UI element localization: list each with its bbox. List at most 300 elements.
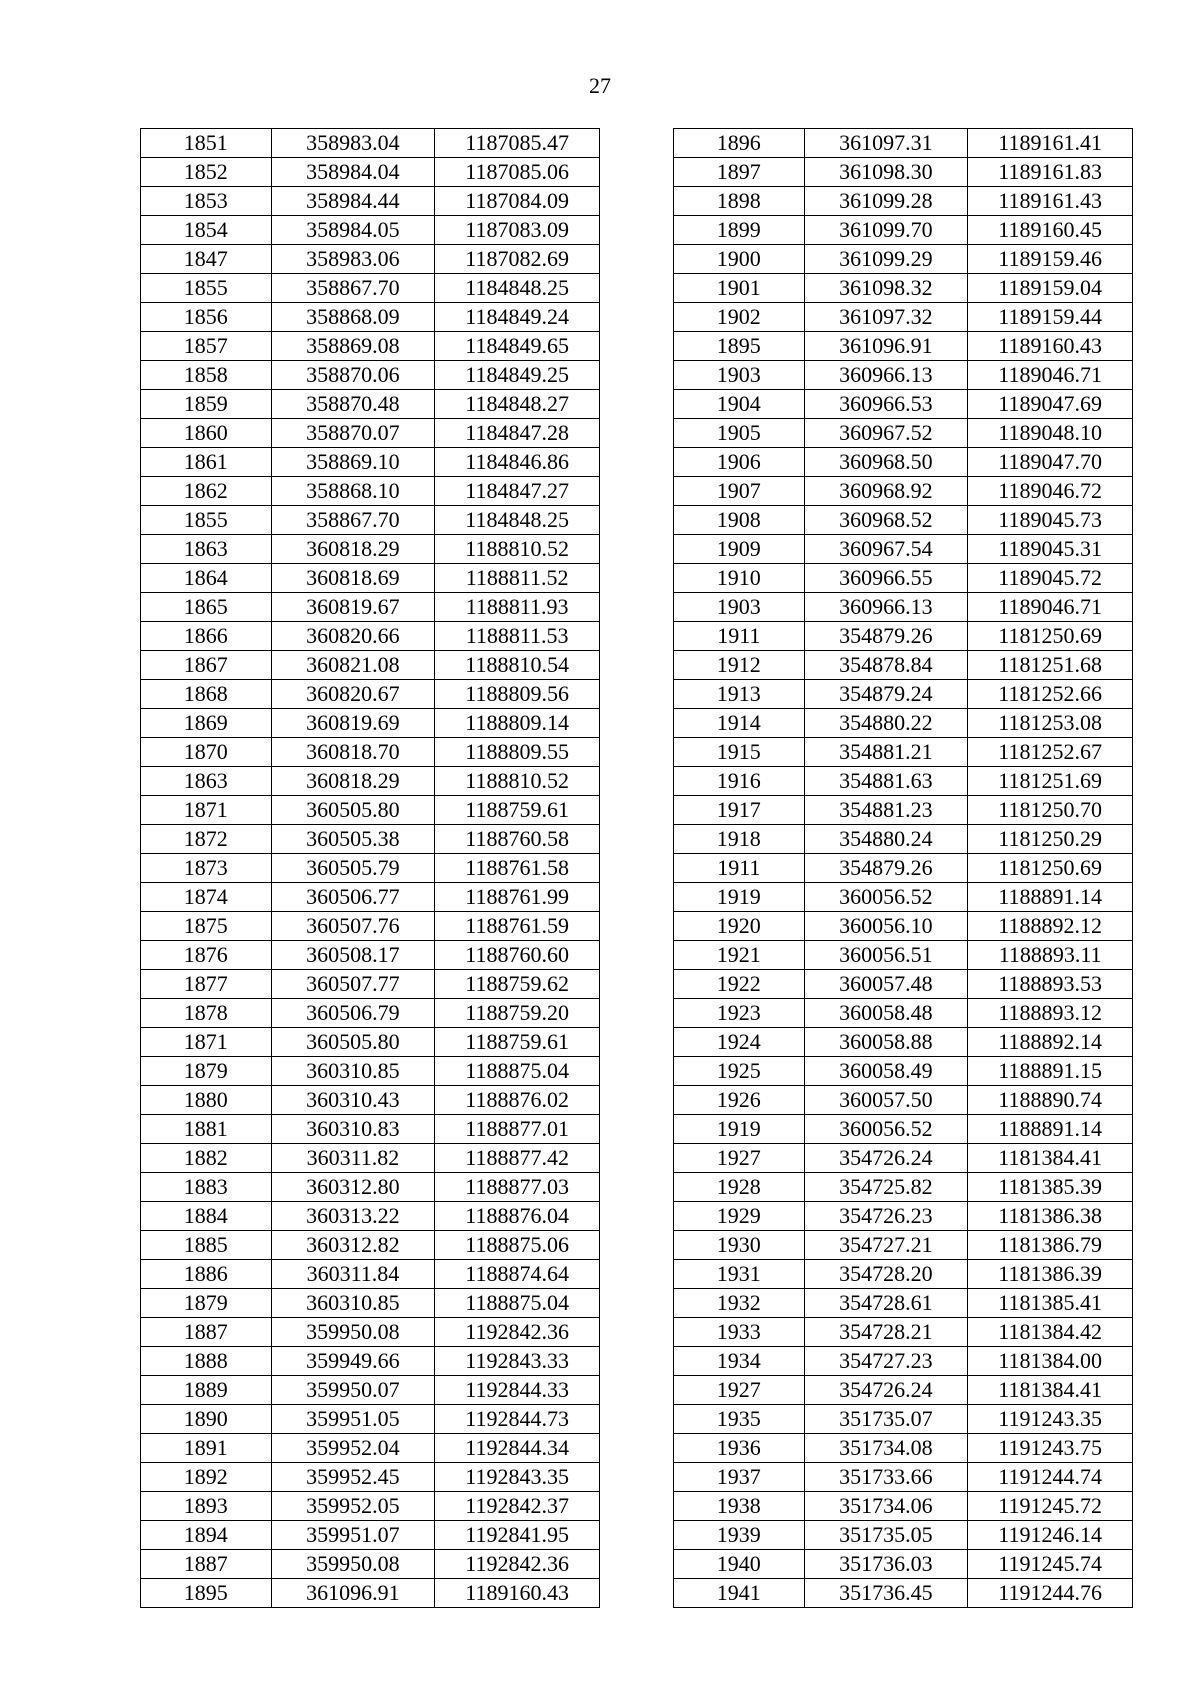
y-coordinate-cell: 1188759.61 [435, 1028, 600, 1057]
table-row [674, 477, 1133, 506]
table-row [141, 564, 600, 593]
table-row [141, 1057, 600, 1086]
table-row [674, 883, 1133, 912]
x-coordinate-cell: 361096.91 [271, 1579, 435, 1608]
x-coordinate-cell: 354879.26 [804, 622, 968, 651]
y-coordinate-cell: 1184849.25 [435, 361, 600, 390]
point-number-cell: 1919 [674, 883, 805, 912]
x-coordinate-cell: 361097.31 [804, 129, 968, 158]
point-number-cell: 1930 [674, 1231, 805, 1260]
table-row [674, 245, 1133, 274]
point-number-cell: 1868 [141, 680, 272, 709]
point-number-cell: 1876 [141, 941, 272, 970]
x-coordinate-cell: 361096.91 [804, 332, 968, 361]
y-coordinate-cell: 1189160.43 [968, 332, 1133, 361]
y-coordinate-cell: 1188761.58 [435, 854, 600, 883]
table-row [141, 999, 600, 1028]
x-coordinate-cell: 354881.21 [804, 738, 968, 767]
x-coordinate-cell: 359952.05 [271, 1492, 435, 1521]
point-number-cell: 1936 [674, 1434, 805, 1463]
y-coordinate-cell: 1191245.72 [968, 1492, 1133, 1521]
x-coordinate-cell: 360968.52 [804, 506, 968, 535]
x-coordinate-cell: 359952.04 [271, 1434, 435, 1463]
x-coordinate-cell: 358867.70 [271, 506, 435, 535]
y-coordinate-cell: 1189045.73 [968, 506, 1133, 535]
y-coordinate-cell: 1189161.83 [968, 158, 1133, 187]
point-number-cell: 1940 [674, 1550, 805, 1579]
y-coordinate-cell: 1191243.75 [968, 1434, 1133, 1463]
table-row [141, 941, 600, 970]
y-coordinate-cell: 1181386.79 [968, 1231, 1133, 1260]
table-row [141, 448, 600, 477]
point-number-cell: 1900 [674, 245, 805, 274]
y-coordinate-cell: 1189161.43 [968, 187, 1133, 216]
y-coordinate-cell: 1188877.03 [435, 1173, 600, 1202]
x-coordinate-cell: 358983.04 [271, 129, 435, 158]
y-coordinate-cell: 1189159.46 [968, 245, 1133, 274]
y-coordinate-cell: 1189159.44 [968, 303, 1133, 332]
y-coordinate-cell: 1188760.58 [435, 825, 600, 854]
point-number-cell: 1847 [141, 245, 272, 274]
table-row [141, 1115, 600, 1144]
x-coordinate-cell: 354881.23 [804, 796, 968, 825]
x-coordinate-cell: 360966.53 [804, 390, 968, 419]
point-number-cell: 1884 [141, 1202, 272, 1231]
y-coordinate-cell: 1192843.35 [435, 1463, 600, 1492]
y-coordinate-cell: 1187082.69 [435, 245, 600, 274]
point-number-cell: 1878 [141, 999, 272, 1028]
table-row [674, 1550, 1133, 1579]
y-coordinate-cell: 1188809.56 [435, 680, 600, 709]
y-coordinate-cell: 1189159.04 [968, 274, 1133, 303]
x-coordinate-cell: 360966.13 [804, 361, 968, 390]
point-number-cell: 1907 [674, 477, 805, 506]
point-number-cell: 1885 [141, 1231, 272, 1260]
table-row [674, 1521, 1133, 1550]
table-row [141, 303, 600, 332]
y-coordinate-cell: 1192841.95 [435, 1521, 600, 1550]
point-number-cell: 1854 [141, 216, 272, 245]
table-row [141, 187, 600, 216]
table-row [141, 767, 600, 796]
y-coordinate-cell: 1192842.36 [435, 1550, 600, 1579]
point-number-cell: 1871 [141, 796, 272, 825]
point-number-cell: 1927 [674, 1144, 805, 1173]
x-coordinate-cell: 351736.45 [804, 1579, 968, 1608]
y-coordinate-cell: 1181250.70 [968, 796, 1133, 825]
table-row [674, 564, 1133, 593]
table-row [141, 1550, 600, 1579]
x-coordinate-cell: 359951.07 [271, 1521, 435, 1550]
x-coordinate-cell: 360056.52 [804, 1115, 968, 1144]
y-coordinate-cell: 1188759.20 [435, 999, 600, 1028]
table-row [141, 129, 600, 158]
x-coordinate-cell: 360310.83 [271, 1115, 435, 1144]
point-number-cell: 1897 [674, 158, 805, 187]
y-coordinate-cell: 1188759.62 [435, 970, 600, 999]
point-number-cell: 1923 [674, 999, 805, 1028]
y-coordinate-cell: 1192843.33 [435, 1347, 600, 1376]
table-row [141, 419, 600, 448]
table-row [141, 332, 600, 361]
x-coordinate-cell: 354881.63 [804, 767, 968, 796]
x-coordinate-cell: 351733.66 [804, 1463, 968, 1492]
x-coordinate-cell: 361097.32 [804, 303, 968, 332]
point-number-cell: 1932 [674, 1289, 805, 1318]
point-number-cell: 1864 [141, 564, 272, 593]
y-coordinate-cell: 1181385.41 [968, 1289, 1133, 1318]
x-coordinate-cell: 354728.61 [804, 1289, 968, 1318]
table-row [141, 680, 600, 709]
table-row [141, 883, 600, 912]
y-coordinate-cell: 1181253.08 [968, 709, 1133, 738]
x-coordinate-cell: 358867.70 [271, 274, 435, 303]
table-row [674, 1115, 1133, 1144]
table-row [141, 1376, 600, 1405]
x-coordinate-cell: 351734.06 [804, 1492, 968, 1521]
table-row [141, 535, 600, 564]
y-coordinate-cell: 1181386.39 [968, 1260, 1133, 1289]
x-coordinate-cell: 354726.24 [804, 1376, 968, 1405]
x-coordinate-cell: 360508.17 [271, 941, 435, 970]
point-number-cell: 1899 [674, 216, 805, 245]
y-coordinate-cell: 1181250.29 [968, 825, 1133, 854]
point-number-cell: 1873 [141, 854, 272, 883]
point-number-cell: 1912 [674, 651, 805, 680]
x-coordinate-cell: 358868.09 [271, 303, 435, 332]
table-row [141, 1579, 600, 1608]
y-coordinate-cell: 1188892.12 [968, 912, 1133, 941]
point-number-cell: 1871 [141, 1028, 272, 1057]
table-row [141, 854, 600, 883]
y-coordinate-cell: 1184847.27 [435, 477, 600, 506]
x-coordinate-cell: 351734.08 [804, 1434, 968, 1463]
point-number-cell: 1906 [674, 448, 805, 477]
point-number-cell: 1856 [141, 303, 272, 332]
y-coordinate-cell: 1189046.72 [968, 477, 1133, 506]
x-coordinate-cell: 361098.32 [804, 274, 968, 303]
x-coordinate-cell: 360818.29 [271, 767, 435, 796]
x-coordinate-cell: 351735.05 [804, 1521, 968, 1550]
x-coordinate-cell: 360505.79 [271, 854, 435, 883]
y-coordinate-cell: 1189160.43 [435, 1579, 600, 1608]
x-coordinate-cell: 358870.06 [271, 361, 435, 390]
x-coordinate-cell: 358869.08 [271, 332, 435, 361]
x-coordinate-cell: 354728.21 [804, 1318, 968, 1347]
point-number-cell: 1928 [674, 1173, 805, 1202]
point-number-cell: 1909 [674, 535, 805, 564]
table-row [674, 941, 1133, 970]
table-row [674, 361, 1133, 390]
y-coordinate-cell: 1184847.28 [435, 419, 600, 448]
point-number-cell: 1938 [674, 1492, 805, 1521]
x-coordinate-cell: 360818.70 [271, 738, 435, 767]
point-number-cell: 1918 [674, 825, 805, 854]
table-row [674, 1434, 1133, 1463]
table-row [674, 1289, 1133, 1318]
table-row [141, 216, 600, 245]
point-number-cell: 1903 [674, 593, 805, 622]
coordinates-table-right [673, 128, 1133, 1608]
point-number-cell: 1887 [141, 1550, 272, 1579]
point-number-cell: 1896 [674, 129, 805, 158]
y-coordinate-cell: 1181384.00 [968, 1347, 1133, 1376]
table-row [674, 390, 1133, 419]
table-row [674, 1347, 1133, 1376]
table-row [141, 1173, 600, 1202]
table-row [674, 999, 1133, 1028]
point-number-cell: 1920 [674, 912, 805, 941]
point-number-cell: 1919 [674, 1115, 805, 1144]
x-coordinate-cell: 354880.22 [804, 709, 968, 738]
point-number-cell: 1916 [674, 767, 805, 796]
x-coordinate-cell: 361098.30 [804, 158, 968, 187]
x-coordinate-cell: 360506.79 [271, 999, 435, 1028]
table-row [141, 361, 600, 390]
x-coordinate-cell: 360967.52 [804, 419, 968, 448]
y-coordinate-cell: 1181250.69 [968, 622, 1133, 651]
table-row [674, 303, 1133, 332]
point-number-cell: 1911 [674, 622, 805, 651]
point-number-cell: 1855 [141, 506, 272, 535]
y-coordinate-cell: 1189047.69 [968, 390, 1133, 419]
y-coordinate-cell: 1188761.59 [435, 912, 600, 941]
x-coordinate-cell: 360818.69 [271, 564, 435, 593]
y-coordinate-cell: 1188876.04 [435, 1202, 600, 1231]
y-coordinate-cell: 1188891.15 [968, 1057, 1133, 1086]
y-coordinate-cell: 1191244.76 [968, 1579, 1133, 1608]
table-row [141, 1086, 600, 1115]
table-row [674, 274, 1133, 303]
point-number-cell: 1902 [674, 303, 805, 332]
y-coordinate-cell: 1181386.38 [968, 1202, 1133, 1231]
point-number-cell: 1892 [141, 1463, 272, 1492]
x-coordinate-cell: 360507.76 [271, 912, 435, 941]
table-row [674, 709, 1133, 738]
x-coordinate-cell: 358869.10 [271, 448, 435, 477]
x-coordinate-cell: 360312.82 [271, 1231, 435, 1260]
y-coordinate-cell: 1188891.14 [968, 1115, 1133, 1144]
point-number-cell: 1925 [674, 1057, 805, 1086]
y-coordinate-cell: 1188810.52 [435, 535, 600, 564]
table-row [141, 1492, 600, 1521]
table-row [674, 970, 1133, 999]
table-row [141, 245, 600, 274]
x-coordinate-cell: 360310.43 [271, 1086, 435, 1115]
x-coordinate-cell: 360819.67 [271, 593, 435, 622]
table-row [141, 970, 600, 999]
point-number-cell: 1857 [141, 332, 272, 361]
table-row [141, 1144, 600, 1173]
point-number-cell: 1927 [674, 1376, 805, 1405]
y-coordinate-cell: 1188809.14 [435, 709, 600, 738]
table-row [141, 1463, 600, 1492]
x-coordinate-cell: 360311.82 [271, 1144, 435, 1173]
point-number-cell: 1874 [141, 883, 272, 912]
table-row [141, 274, 600, 303]
y-coordinate-cell: 1184848.27 [435, 390, 600, 419]
point-number-cell: 1877 [141, 970, 272, 999]
y-coordinate-cell: 1189161.41 [968, 129, 1133, 158]
x-coordinate-cell: 358984.05 [271, 216, 435, 245]
y-coordinate-cell: 1188893.12 [968, 999, 1133, 1028]
table-row [674, 651, 1133, 680]
y-coordinate-cell: 1181384.41 [968, 1376, 1133, 1405]
y-coordinate-cell: 1188890.74 [968, 1086, 1133, 1115]
table-row [674, 1202, 1133, 1231]
x-coordinate-cell: 360821.08 [271, 651, 435, 680]
x-coordinate-cell: 354879.26 [804, 854, 968, 883]
y-coordinate-cell: 1188874.64 [435, 1260, 600, 1289]
x-coordinate-cell: 360966.13 [804, 593, 968, 622]
point-number-cell: 1933 [674, 1318, 805, 1347]
y-coordinate-cell: 1184849.65 [435, 332, 600, 361]
x-coordinate-cell: 360056.52 [804, 883, 968, 912]
x-coordinate-cell: 360506.77 [271, 883, 435, 912]
y-coordinate-cell: 1187084.09 [435, 187, 600, 216]
y-coordinate-cell: 1189048.10 [968, 419, 1133, 448]
y-coordinate-cell: 1192842.37 [435, 1492, 600, 1521]
table-row [141, 477, 600, 506]
point-number-cell: 1852 [141, 158, 272, 187]
y-coordinate-cell: 1191244.74 [968, 1463, 1133, 1492]
point-number-cell: 1875 [141, 912, 272, 941]
y-coordinate-cell: 1189045.72 [968, 564, 1133, 593]
table-row [674, 535, 1133, 564]
x-coordinate-cell: 354725.82 [804, 1173, 968, 1202]
table-row [141, 1289, 600, 1318]
point-number-cell: 1879 [141, 1057, 272, 1086]
point-number-cell: 1891 [141, 1434, 272, 1463]
table-row [141, 1434, 600, 1463]
point-number-cell: 1911 [674, 854, 805, 883]
x-coordinate-cell: 360967.54 [804, 535, 968, 564]
table-row [141, 1028, 600, 1057]
y-coordinate-cell: 1187085.47 [435, 129, 600, 158]
x-coordinate-cell: 354727.23 [804, 1347, 968, 1376]
x-coordinate-cell: 354878.84 [804, 651, 968, 680]
x-coordinate-cell: 360505.38 [271, 825, 435, 854]
x-coordinate-cell: 360058.48 [804, 999, 968, 1028]
point-number-cell: 1890 [141, 1405, 272, 1434]
table-row [141, 1231, 600, 1260]
point-number-cell: 1853 [141, 187, 272, 216]
y-coordinate-cell: 1181384.42 [968, 1318, 1133, 1347]
point-number-cell: 1926 [674, 1086, 805, 1115]
point-number-cell: 1939 [674, 1521, 805, 1550]
x-coordinate-cell: 360313.22 [271, 1202, 435, 1231]
point-number-cell: 1888 [141, 1347, 272, 1376]
point-number-cell: 1866 [141, 622, 272, 651]
table-row [674, 158, 1133, 187]
table-row [674, 1173, 1133, 1202]
y-coordinate-cell: 1187083.09 [435, 216, 600, 245]
point-number-cell: 1872 [141, 825, 272, 854]
x-coordinate-cell: 361099.70 [804, 216, 968, 245]
table-row [141, 1405, 600, 1434]
point-number-cell: 1893 [141, 1492, 272, 1521]
table-row [674, 1492, 1133, 1521]
table-row [141, 158, 600, 187]
point-number-cell: 1910 [674, 564, 805, 593]
table-row [674, 1463, 1133, 1492]
point-number-cell: 1917 [674, 796, 805, 825]
x-coordinate-cell: 359950.07 [271, 1376, 435, 1405]
point-number-cell: 1898 [674, 187, 805, 216]
y-coordinate-cell: 1191246.14 [968, 1521, 1133, 1550]
table-row [674, 1231, 1133, 1260]
x-coordinate-cell: 358983.06 [271, 245, 435, 274]
y-coordinate-cell: 1188811.93 [435, 593, 600, 622]
y-coordinate-cell: 1189045.31 [968, 535, 1133, 564]
point-number-cell: 1889 [141, 1376, 272, 1405]
x-coordinate-cell: 360505.80 [271, 796, 435, 825]
y-coordinate-cell: 1184846.86 [435, 448, 600, 477]
y-coordinate-cell: 1184848.25 [435, 274, 600, 303]
x-coordinate-cell: 360056.51 [804, 941, 968, 970]
point-number-cell: 1869 [141, 709, 272, 738]
y-coordinate-cell: 1188877.01 [435, 1115, 600, 1144]
x-coordinate-cell: 360818.29 [271, 535, 435, 564]
x-coordinate-cell: 360968.92 [804, 477, 968, 506]
table-row [141, 825, 600, 854]
table-row [674, 1086, 1133, 1115]
y-coordinate-cell: 1181384.41 [968, 1144, 1133, 1173]
x-coordinate-cell: 358870.48 [271, 390, 435, 419]
y-coordinate-cell: 1192842.36 [435, 1318, 600, 1347]
x-coordinate-cell: 358868.10 [271, 477, 435, 506]
x-coordinate-cell: 360507.77 [271, 970, 435, 999]
point-number-cell: 1929 [674, 1202, 805, 1231]
point-number-cell: 1858 [141, 361, 272, 390]
y-coordinate-cell: 1187085.06 [435, 158, 600, 187]
y-coordinate-cell: 1192844.73 [435, 1405, 600, 1434]
table-row [141, 912, 600, 941]
x-coordinate-cell: 354879.24 [804, 680, 968, 709]
table-row [141, 506, 600, 535]
x-coordinate-cell: 360312.80 [271, 1173, 435, 1202]
point-number-cell: 1860 [141, 419, 272, 448]
point-number-cell: 1881 [141, 1115, 272, 1144]
page-number: 27 [589, 73, 611, 98]
table-row [674, 1057, 1133, 1086]
table-row [674, 1405, 1133, 1434]
x-coordinate-cell: 351735.07 [804, 1405, 968, 1434]
x-coordinate-cell: 360966.55 [804, 564, 968, 593]
y-coordinate-cell: 1191243.35 [968, 1405, 1133, 1434]
x-coordinate-cell: 351736.03 [804, 1550, 968, 1579]
x-coordinate-cell: 354726.24 [804, 1144, 968, 1173]
x-coordinate-cell: 359950.08 [271, 1318, 435, 1347]
table-row [674, 419, 1133, 448]
point-number-cell: 1895 [141, 1579, 272, 1608]
x-coordinate-cell: 360311.84 [271, 1260, 435, 1289]
table-row [141, 1318, 600, 1347]
y-coordinate-cell: 1188893.11 [968, 941, 1133, 970]
x-coordinate-cell: 360310.85 [271, 1289, 435, 1318]
table-row [674, 129, 1133, 158]
x-coordinate-cell: 360505.80 [271, 1028, 435, 1057]
x-coordinate-cell: 360056.10 [804, 912, 968, 941]
y-coordinate-cell: 1184848.25 [435, 506, 600, 535]
x-coordinate-cell: 360819.69 [271, 709, 435, 738]
table-row [141, 1521, 600, 1550]
y-coordinate-cell: 1189046.71 [968, 593, 1133, 622]
point-number-cell: 1914 [674, 709, 805, 738]
table-row [674, 593, 1133, 622]
table-row [674, 1144, 1133, 1173]
x-coordinate-cell: 360310.85 [271, 1057, 435, 1086]
